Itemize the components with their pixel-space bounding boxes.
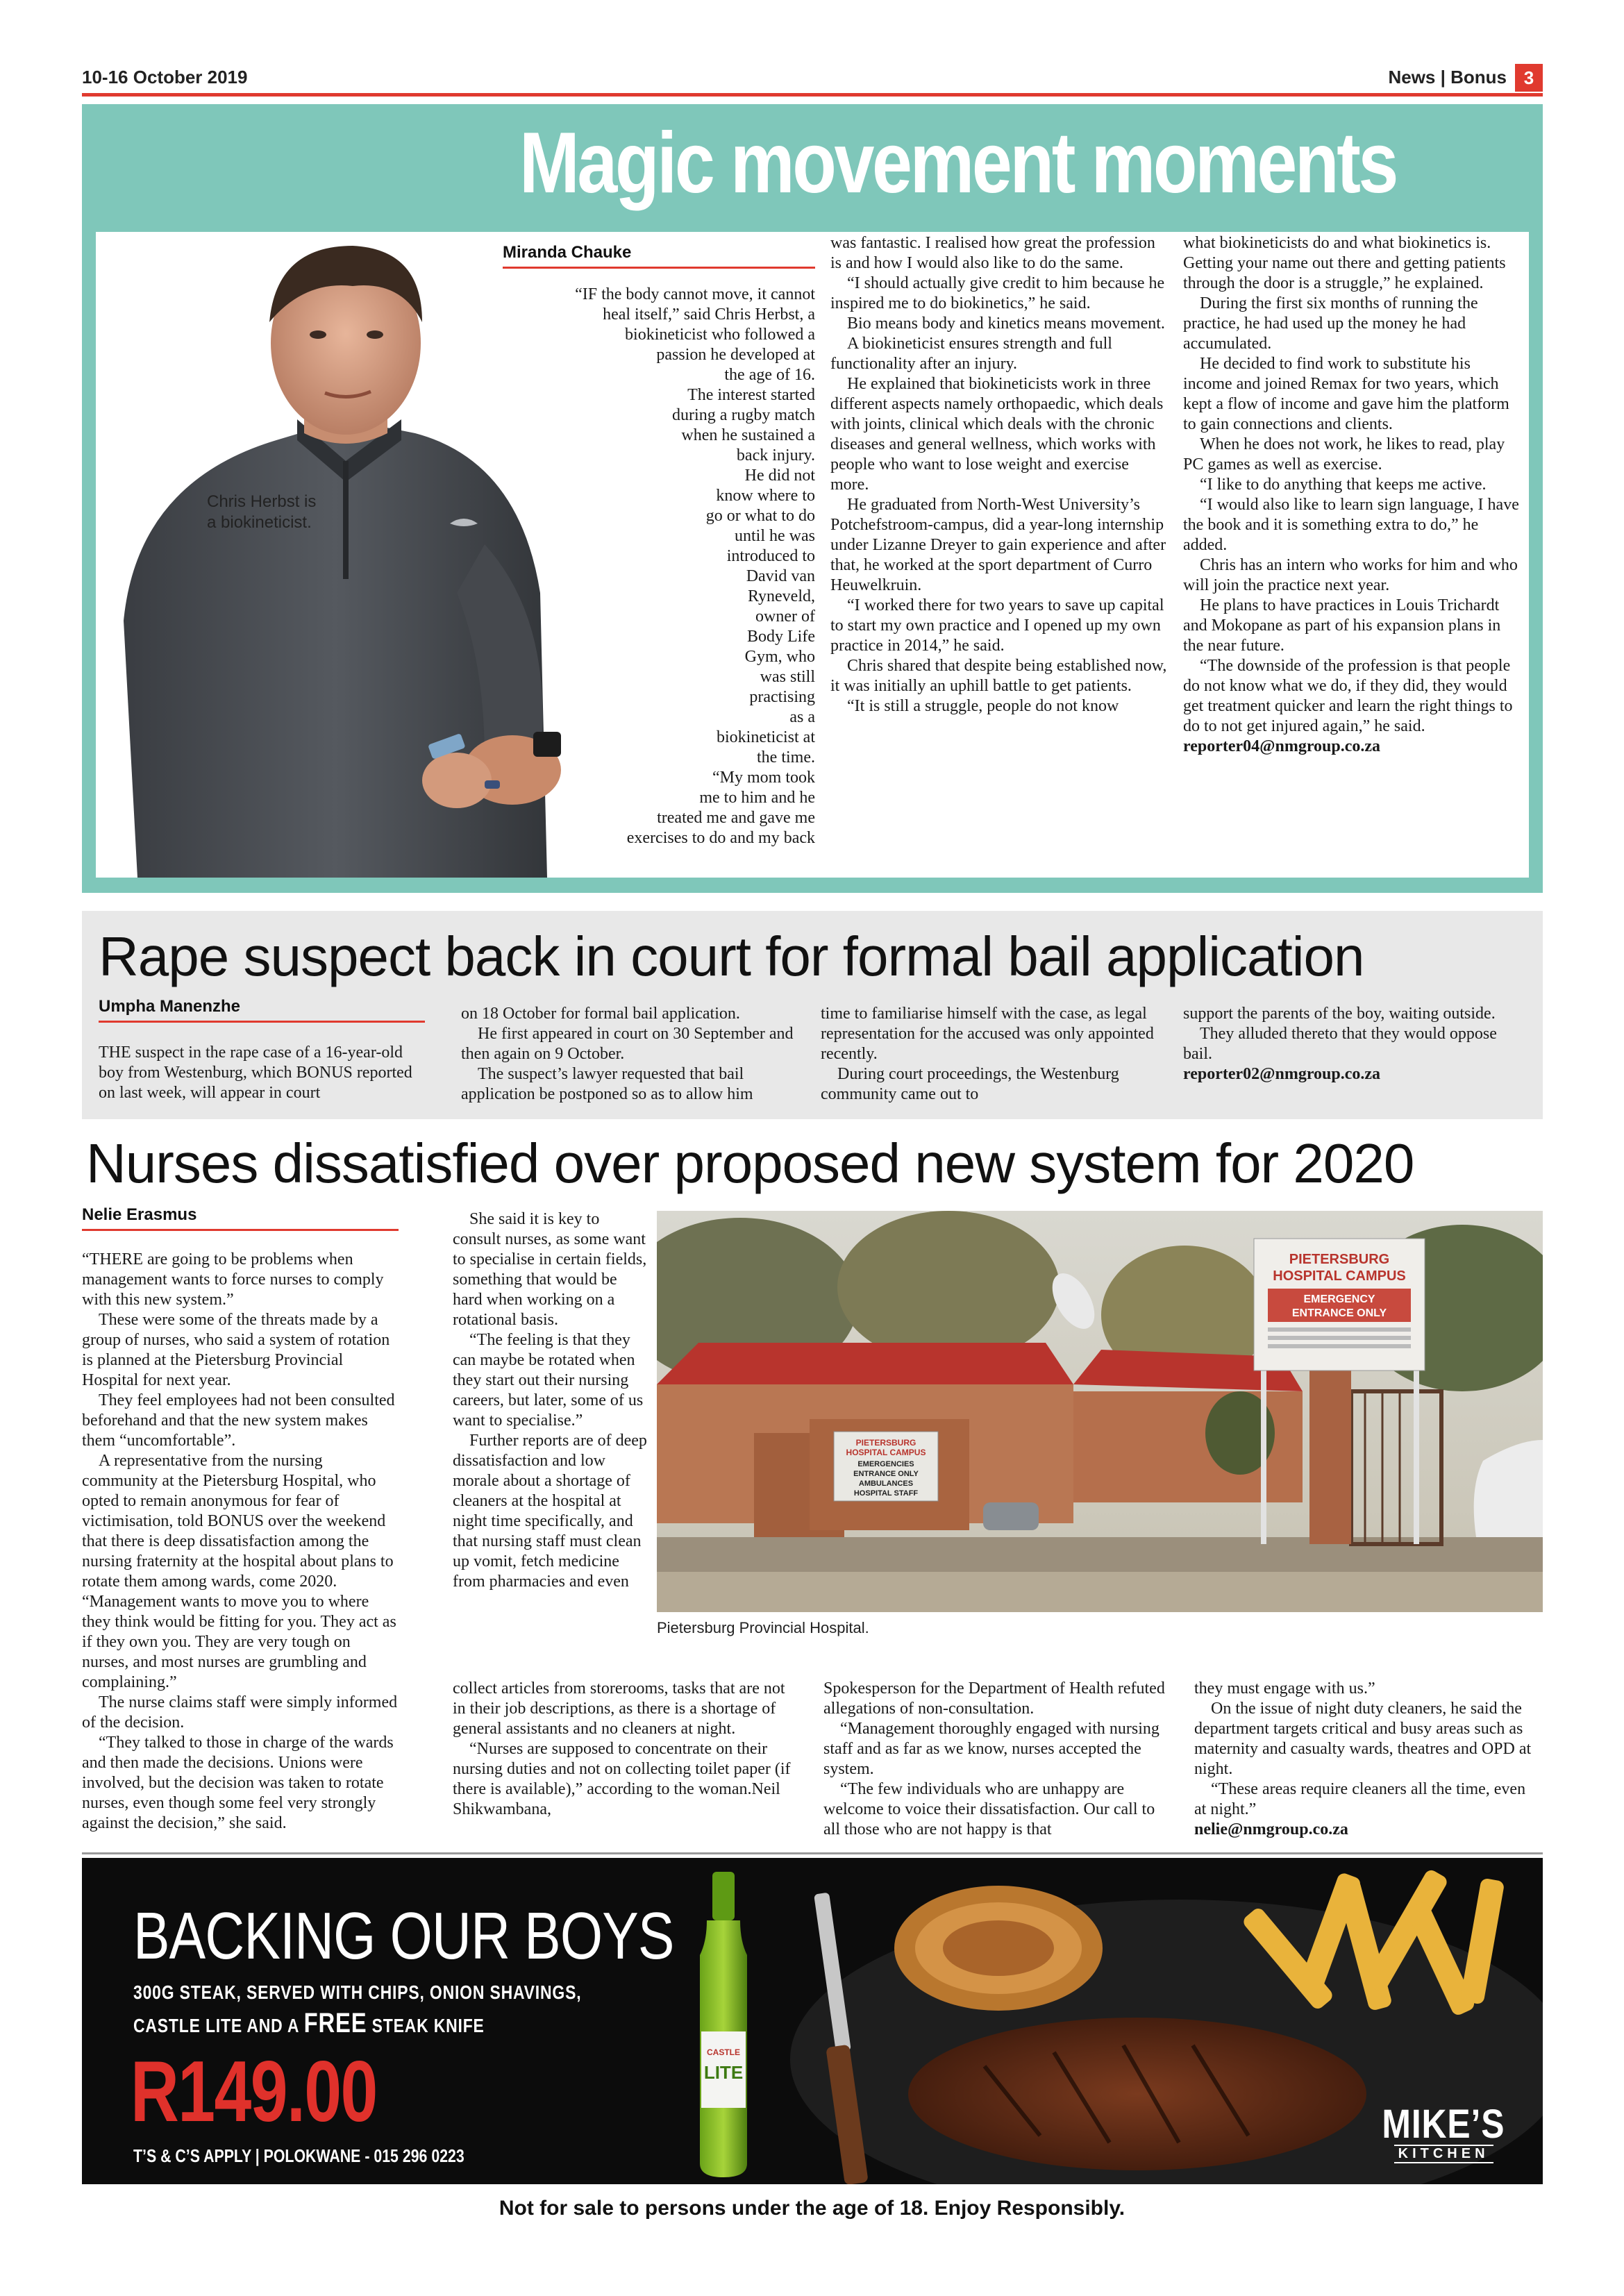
hospital-sign-line-4: ENTRANCE ONLY bbox=[1291, 1307, 1387, 1319]
story1-column-2 bbox=[830, 233, 1169, 717]
story3-column-4-text bbox=[1194, 1679, 1541, 1820]
paragraph: When he does not work, he likes to read, play PC games as well as exercise. bbox=[1183, 435, 1505, 474]
byline-block bbox=[503, 243, 815, 269]
byline-author: Nelie Erasmus bbox=[82, 1205, 197, 1224]
story2-column-4-text bbox=[1183, 1004, 1521, 1064]
ad-free-label: FREE bbox=[303, 2008, 367, 2038]
paragraph: “I should actually give credit to him because he inspired me to do biokinetics,” he said. bbox=[830, 274, 1165, 312]
paragraph: “I like to do anything that keeps me active. bbox=[1200, 476, 1487, 494]
text-line: Body Life bbox=[747, 628, 815, 646]
byline-rule bbox=[99, 1021, 425, 1023]
paragraph: “It is still a struggle, people do not know bbox=[847, 697, 1119, 715]
paragraph: “I would also like to learn sign language, I have the book and it is something extra to do,” he added. bbox=[1183, 496, 1519, 554]
text-line: treated me and gave me bbox=[657, 809, 815, 827]
paragraph: on 18 October for formal bail application. bbox=[461, 1005, 740, 1023]
logo-brand-sub: KITCHEN bbox=[1394, 2145, 1493, 2163]
reporter-email[interactable]: reporter02@nmgroup.co.za bbox=[1183, 1065, 1381, 1083]
text-line: He did not bbox=[744, 467, 815, 485]
paragraph: He plans to have practices in Louis Trichardt and Mokopane as part of his expansion plans in the near future. bbox=[1183, 596, 1501, 655]
story-magic-movement bbox=[82, 104, 1543, 893]
paragraph: Bio means body and kinetics means movement. bbox=[847, 315, 1165, 333]
paragraph: “The feeling is that they can maybe be rotated when they start out their nursing careers, but later, some of us want to specialise.” bbox=[453, 1331, 644, 1430]
paragraph: “I worked there for two years to save up capital to start my own practice and I opened up my own practice in 2014,” he said. bbox=[830, 596, 1164, 655]
text-line: David van bbox=[746, 567, 815, 585]
photo-caption: Chris Herbst is a biokineticist. bbox=[207, 492, 317, 532]
paragraph: was fantastic. I realised how great the profession is and how I would also like to do the same. bbox=[830, 234, 1155, 272]
story-rape-suspect bbox=[82, 911, 1543, 1119]
hospital-sign-line-1: PIETERSBURG bbox=[1289, 1252, 1390, 1267]
headline: Magic movement moments bbox=[519, 115, 1397, 211]
ad-offer-suffix: STEAK KNIFE bbox=[371, 2015, 485, 2036]
story3-column-3 bbox=[823, 1679, 1171, 1840]
text-line: introduced to bbox=[726, 547, 815, 565]
paragraph: “They talked to those in charge of the wards and then made the decisions. Unions were involved, but the decision was taken to rotate nurses, even though some feel very strongly against the decision,” she said. bbox=[82, 1734, 394, 1832]
paragraph: Spokesperson for the Department of Health refuted allegations of non-consultation. bbox=[823, 1679, 1165, 1718]
hospital-sign-line-2: HOSPITAL CAMPUS bbox=[1273, 1268, 1406, 1284]
wall-sign-line-6: HOSPITAL STAFF bbox=[853, 1489, 919, 1498]
story1-column-3 bbox=[1183, 233, 1522, 757]
story3-column-2 bbox=[453, 1209, 647, 1592]
section-label: News | Bonus bbox=[1388, 67, 1507, 87]
text-line: Gym, who bbox=[744, 648, 815, 666]
issue-date: 10-16 October 2019 bbox=[82, 67, 248, 87]
story2-column-1-text: THE suspect in the rape case of a 16-year-old boy from Westenburg, which BONUS reported on last week, will appear in court bbox=[99, 1044, 412, 1102]
text-line: heal itself,” said Chris Herbst, a bbox=[603, 305, 815, 324]
story2-column-4 bbox=[1183, 1004, 1521, 1084]
text-line: was still bbox=[760, 668, 815, 686]
text-line: owner of bbox=[755, 607, 815, 626]
story3-column-4 bbox=[1194, 1679, 1541, 1840]
paragraph: support the parents of the boy, waiting outside. bbox=[1183, 1005, 1496, 1023]
paragraph: During court proceedings, the Westenburg community came out to bbox=[821, 1065, 1119, 1103]
byline-block bbox=[99, 997, 425, 1023]
text-line: “IF the body cannot move, it cannot bbox=[575, 285, 815, 303]
story2-column-1 bbox=[99, 1043, 425, 1103]
logo-brand-name: MIKE’S bbox=[1382, 2102, 1505, 2147]
paragraph: They alluded thereto that they would oppose bail. bbox=[1183, 1025, 1497, 1063]
text-line: passion he developed at bbox=[656, 346, 815, 364]
paragraph: they must engage with us.” bbox=[1194, 1679, 1375, 1698]
story3-column-2-continued bbox=[453, 1679, 800, 1820]
paragraph: A representative from the nursing community at the Pietersburg Hospital, who opted to remain anonymous for fear of victimisation, told BONUS over the weekend that there is deep dissatisfaction among the nursing fraternity at the hospital about plans to rotate them among wards, come 2020. “Management wants to move you to where they think would be fitting for you. They act as if they own you. They are very tough on nurses, and most nurses are grumbling and complaining.” bbox=[82, 1452, 396, 1691]
wall-sign-line-1: PIETERSBURG bbox=[855, 1438, 916, 1448]
wall-sign-line-5: AMBULANCES bbox=[858, 1480, 914, 1488]
paragraph: She said it is key to consult nurses, as some want to specialise in certain fields, something that would be hard when working on a rotational basis. bbox=[453, 1210, 647, 1329]
story1-column-1 bbox=[499, 285, 815, 848]
text-line: exercises to do and my back bbox=[626, 829, 815, 847]
bottle-brand: CASTLE bbox=[707, 2047, 740, 2057]
paragraph: He decided to find work to substitute his income and joined Remax for two years, which kept a flow of income and gave him the platform to gain connections and clients. bbox=[1183, 355, 1509, 433]
paragraph: The nurse claims staff were simply informed of the decision. bbox=[82, 1693, 398, 1732]
story2-column-2 bbox=[461, 1004, 798, 1105]
paragraph: He explained that biokineticists work in three different aspects namely orthopaedic, which deals with joints, clinical which deals with the chronic diseases and general wellness, which works with people who want to lose weight and exercise more. bbox=[830, 375, 1164, 494]
story1-column-3-text bbox=[1183, 233, 1522, 737]
paragraph: Chris shared that despite being established now, it was initially an uphill battle to get patients. bbox=[830, 657, 1167, 695]
text-line: practising bbox=[749, 688, 815, 706]
byline-block bbox=[82, 1205, 399, 1231]
paragraph: time to familiarise himself with the case, as legal representation for the accused was only appointed recently. bbox=[821, 1005, 1154, 1063]
text-line: as a bbox=[789, 708, 815, 726]
paragraph: Chris has an intern who works for him and who will join the practice next year. bbox=[1183, 556, 1518, 594]
paragraph: These were some of the threats made by a group of nurses, who said a system of rotation is planned at the Pietersburg Provincial Hospital for next year. bbox=[82, 1311, 390, 1389]
paragraph: what biokineticists do and what biokinetics is. Getting your name out there and getting patients through the door is a struggle,” he explained. bbox=[1183, 234, 1506, 292]
text-line: the time. bbox=[757, 748, 815, 766]
byline-author: Miranda Chauke bbox=[503, 243, 632, 262]
text-line: know where to bbox=[716, 487, 815, 505]
paragraph: On the issue of night duty cleaners, he said the department targets critical and busy areas such as maternity and casualty wards, theatres and OPD at night. bbox=[1194, 1700, 1532, 1778]
text-line: during a rugby match bbox=[672, 406, 815, 424]
text-line: when he sustained a bbox=[681, 426, 815, 444]
story3-column-1 bbox=[82, 1250, 399, 1834]
text-line: “My mom took bbox=[712, 769, 815, 787]
paragraph: “Nurses are supposed to concentrate on their nursing duties and not on collecting toilet paper (if there is available),” according to the woman.Neil Shikwambana, bbox=[453, 1740, 791, 1818]
paragraph: “Management thoroughly engaged with nursing staff and as far as we know, nurses accepted the system. bbox=[823, 1720, 1160, 1778]
byline-author: Umpha Manenzhe bbox=[99, 997, 241, 1016]
mikes-kitchen-logo bbox=[1372, 2101, 1515, 2163]
paragraph: Further reports are of deep dissatisfaction and low morale about a shortage of cleaners at the hospital at night time specifically, and that nursing staff must clean up vomit, fetch medicine from pharmacies and even bbox=[453, 1432, 647, 1591]
reporter-email[interactable]: reporter04@nmgroup.co.za bbox=[1183, 737, 1381, 755]
bottle-label: LITE bbox=[703, 2062, 744, 2083]
headline-nurses: Nurses dissatisfied over proposed new system for 2020 bbox=[86, 1132, 1414, 1194]
headline: Rape suspect back in court for formal bail application bbox=[99, 925, 1364, 987]
page-number-badge: 3 bbox=[1515, 64, 1543, 92]
header-rule bbox=[82, 93, 1543, 97]
paragraph: The suspect’s lawyer requested that bail application be postponed so as to allow him bbox=[461, 1065, 753, 1103]
paragraph: He graduated from North-West University’s Potchefstroom-campus, did a year-long internship under Lizanne Dreyer to gain experience and after that, he worked at the sport department of Curro Heuwelkruin. bbox=[830, 496, 1166, 594]
hospital-photo bbox=[657, 1211, 1543, 1612]
hospital-scene-illustration bbox=[657, 1211, 1543, 1612]
paragraph: “These areas require cleaners all the time, even at night.” bbox=[1194, 1780, 1526, 1818]
hospital-sign-line-3: EMERGENCY bbox=[1303, 1293, 1375, 1305]
paragraph: A biokineticist ensures strength and full functionality after an injury. bbox=[830, 335, 1112, 373]
paragraph: “The few individuals who are unhappy are welcome to voice their dissatisfaction. Our call to all those who are not happy is that bbox=[823, 1780, 1155, 1838]
text-line: the age of 16. bbox=[724, 366, 815, 384]
ad-offer-line-1: 300G STEAK, SERVED WITH CHIPS, ONION SHAVINGS, bbox=[133, 1981, 582, 2003]
ad-offer-line-2 bbox=[133, 2008, 485, 2039]
story2-column-3 bbox=[821, 1004, 1158, 1105]
text-line: until he was bbox=[735, 527, 815, 545]
byline-rule bbox=[82, 1229, 399, 1231]
paragraph: “The downside of the profession is that people do not know what we do, if they did, they would get treatment quicker and learn the right things to do to not get injured again,” he said. bbox=[1183, 657, 1513, 735]
ad-terms-contact: T’S & C’S APPLY | POLOKWANE - 015 296 0223 bbox=[133, 2145, 464, 2166]
wall-sign-line-4: ENTRANCE ONLY bbox=[853, 1470, 919, 1478]
text-line: Ryneveld, bbox=[747, 587, 815, 605]
wall-sign-line-3: EMERGENCIES bbox=[857, 1460, 914, 1468]
ad-offer-prefix: CASTLE LITE AND A bbox=[133, 2015, 299, 2036]
paragraph: “THERE are going to be problems when management wants to force nurses to comply with this new system.” bbox=[82, 1250, 384, 1309]
paragraph: They feel employees had not been consulted beforehand and that the new system makes them “uncomfortable”. bbox=[82, 1391, 395, 1450]
paragraph: During the first six months of running the practice, he had used up the money he had accumulated. bbox=[1183, 294, 1478, 353]
text-line: back injury. bbox=[736, 446, 815, 464]
reporter-email[interactable]: nelie@nmgroup.co.za bbox=[1194, 1820, 1348, 1838]
advertisement-mikes-kitchen[interactable] bbox=[82, 1858, 1543, 2184]
text-line: The interest started bbox=[687, 386, 815, 404]
text-line: biokineticist at bbox=[717, 728, 815, 746]
text-line: go or what to do bbox=[705, 507, 815, 525]
text-line: me to him and he bbox=[699, 789, 815, 807]
paragraph: He first appeared in court on 30 September and then again on 9 October. bbox=[461, 1025, 794, 1063]
photo-caption: Pietersburg Provincial Hospital. bbox=[657, 1619, 869, 1636]
text-line: biokineticist who followed a bbox=[625, 326, 815, 344]
story-body-panel bbox=[96, 232, 1529, 878]
section-divider bbox=[82, 1852, 1543, 1854]
alcohol-disclaimer: Not for sale to persons under the age of 18. Enjoy Responsibly. bbox=[499, 2197, 1125, 2220]
byline-rule bbox=[503, 267, 815, 269]
ad-price: R149.00 bbox=[131, 2044, 377, 2140]
paragraph: collect articles from storerooms, tasks that are not in their job descriptions, as there is a shortage of general assistants and no cleaners at night. bbox=[453, 1679, 785, 1738]
wall-sign-line-2: HOSPITAL CAMPUS bbox=[846, 1448, 926, 1457]
ad-headline: BACKING OUR BOYS bbox=[133, 1899, 674, 1973]
